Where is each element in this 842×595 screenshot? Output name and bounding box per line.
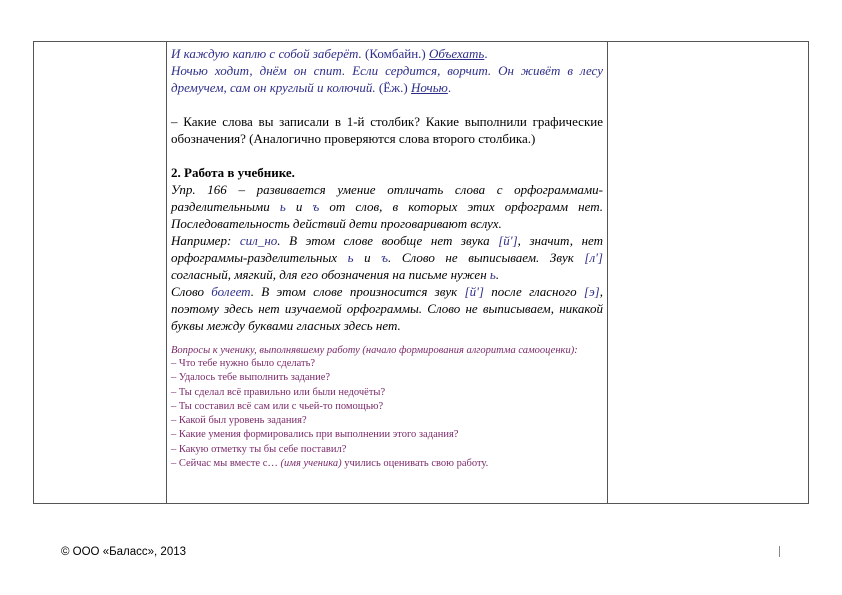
- poem-end-2: .: [447, 80, 452, 95]
- content-column: [167, 42, 608, 503]
- example-text-a: . В этом слове вообще нет звука: [277, 233, 490, 248]
- example-word: сил_но: [239, 233, 278, 248]
- word2-text-a: . В этом слове произносится звук: [250, 284, 458, 299]
- poem-line-1: [171, 45, 603, 62]
- example-hard-sign: ъ: [381, 250, 389, 265]
- riddle-answer-1: (Комбайн.): [365, 46, 426, 61]
- question-item: – Удалось тебе выполнить задание?: [171, 372, 331, 384]
- left-column: [34, 42, 167, 503]
- question-last-italic: (имя ученика): [280, 458, 342, 470]
- exercise-text-a: Упр. 166 – развивается умение отличать слова с орфограммами-разделительными: [171, 182, 603, 214]
- hard-sign: ъ: [312, 199, 320, 214]
- question-item: – Какой был уровень задания?: [171, 415, 307, 427]
- example-text-b: , значит, нет орфограммы-разделительных: [171, 233, 604, 265]
- poem-line-2: [171, 62, 603, 96]
- riddle-answer-2: (Ёж.): [378, 80, 408, 95]
- question-last: [171, 457, 603, 471]
- example-paragraph: [171, 232, 603, 283]
- question-item: – Какую отметку ты бы себе поставил?: [171, 443, 347, 455]
- poem-text-1: И каждую каплю с собой заберёт.: [171, 46, 362, 61]
- sound-l: [л']: [584, 250, 603, 265]
- word2-vowel: [э]: [583, 284, 600, 299]
- right-column: [608, 42, 808, 503]
- question-item: – Ты составил всё сам или с чьей-то помощью?: [171, 400, 384, 412]
- question-item: – Какие умения формировались при выполнении этого задания?: [171, 429, 459, 441]
- conjunction: и: [295, 199, 303, 214]
- example-soft-sign: ь: [347, 250, 354, 265]
- word2-text-b: после гласного: [491, 284, 577, 299]
- example-end: .: [495, 267, 500, 282]
- question-columns: – Какие слова вы записали в 1-й столбик? Какие выполнили графические обозначения? (Аналогично проверяются слова второго столбика.): [171, 114, 603, 146]
- footer-copyright: © ООО «Баласс», 2013: [61, 546, 187, 558]
- underlined-word-2: Ночью: [411, 80, 448, 95]
- sound-j: [й']: [498, 233, 518, 248]
- section-title: 2. Работа в учебнике.: [171, 165, 295, 180]
- word2-paragraph: [171, 283, 603, 334]
- word2-sound: [й']: [464, 284, 484, 299]
- example-text-d: согласный, мягкий, для его обозначения на письме нужен: [171, 267, 487, 282]
- exercise-text-b: от слов, в которых этих орфограмм нет. Последовательность действий дети проговаривают вслух.: [171, 199, 603, 231]
- example-text-c: . Слово не выписываем. Звук: [388, 250, 574, 265]
- underlined-word-1: Объехать: [429, 46, 485, 61]
- example-soft-sign-2: ь: [489, 267, 496, 282]
- example-conjunction: и: [364, 250, 371, 265]
- word2: болеет: [211, 284, 251, 299]
- question-last-a: – Сейчас мы вместе с…: [171, 458, 278, 470]
- question-item: – Что тебе нужно было сделать?: [171, 358, 316, 369]
- lesson-table: [33, 41, 809, 504]
- word2-text-c: , поэтому здесь нет изучаемой орфограммы. Слово не выписываем, никакой буквы между буквами гласных здесь нет.: [171, 284, 603, 333]
- exercise-paragraph: [171, 181, 603, 232]
- example-label: Например:: [171, 233, 232, 248]
- poem-end-1: .: [484, 46, 488, 61]
- page-marker: [779, 546, 780, 557]
- question-item: – Ты сделал всё правильно или были недочёты?: [171, 386, 386, 398]
- poem-text-2: Ночью ходит, днём он спит. Если сердится, ворчит. Он живёт в лесу дремучем, сам он круглый и колючий.: [171, 63, 603, 95]
- word2-label: Слово: [171, 284, 204, 299]
- questions-intro: Вопросы к ученику, выполнявшему работу (начало формирования алгоритма самооценки):: [171, 345, 578, 356]
- questions-list: [171, 357, 603, 457]
- soft-sign: ь: [279, 199, 286, 214]
- question-last-b: учились оценивать свою работу.: [344, 458, 489, 470]
